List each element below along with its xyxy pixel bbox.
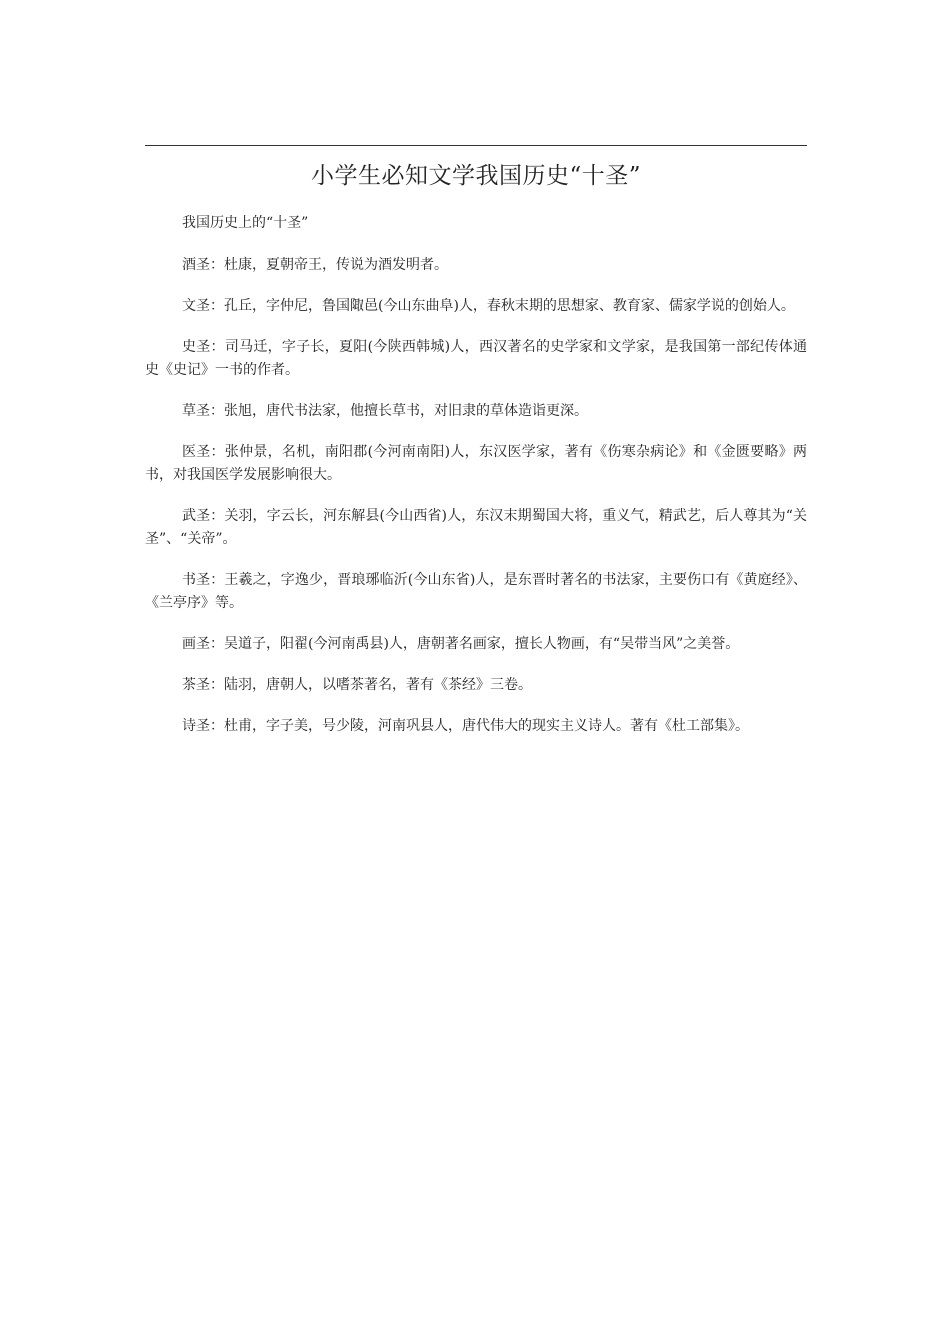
document-page	[145, 145, 807, 756]
header-rule	[145, 145, 807, 146]
document-title: 小学生必知文学我国历史“十圣”	[310, 163, 642, 189]
paragraph-poetry-sage: 诗圣：杜甫，字子美，号少陵，河南巩县人，唐代伟大的现实主义诗人。著有《杜工部集》。	[182, 718, 749, 734]
intro-paragraph: 我国历史上的“十圣”	[182, 215, 309, 231]
paragraph-cursive-sage: 草圣：张旭，唐代书法家，他擅长草书，对旧隶的草体造诣更深。	[182, 403, 588, 419]
paragraph-painting-sage: 画圣：吴道子，阳翟(今河南禹县)人，唐朝著名画家，擅长人物画，有“吴带当风”之美誉。	[182, 636, 740, 652]
paragraph-literature-sage: 文圣：孔丘，字仲尼，鲁国陬邑(今山东曲阜)人，春秋末期的思想家、教育家、儒家学说的创始人。	[182, 298, 795, 314]
paragraph-tea-sage: 茶圣：陆羽，唐朝人，以嗜茶著名，著有《茶经》三卷。	[182, 677, 532, 693]
document-body	[145, 212, 807, 738]
paragraph-calligraphy-sage: 书圣：王羲之，字逸少，晋琅琊临沂(今山东省)人，是东晋时著名的书法家，主要伤口有《黄庭经》、《兰亭序》等。	[145, 572, 807, 611]
paragraph-wine-sage: 酒圣：杜康，夏朝帝王，传说为酒发明者。	[182, 257, 448, 273]
paragraph-history-sage: 史圣：司马迁，字子长，夏阳(今陕西韩城)人，西汉著名的史学家和文学家，是我国第一部纪传体通史《史记》一书的作者。	[145, 339, 807, 378]
paragraph-martial-sage: 武圣：关羽，字云长，河东解县(今山西省)人，东汉末期蜀国大将，重义气，精武艺，后人尊其为“关圣”、“关帝”。	[145, 508, 807, 547]
paragraph-medicine-sage: 医圣：张仲景，名机，南阳郡(今河南南阳)人，东汉医学家，著有《伤寒杂病论》和《金匮要略》两书，对我国医学发展影响很大。	[145, 444, 807, 483]
